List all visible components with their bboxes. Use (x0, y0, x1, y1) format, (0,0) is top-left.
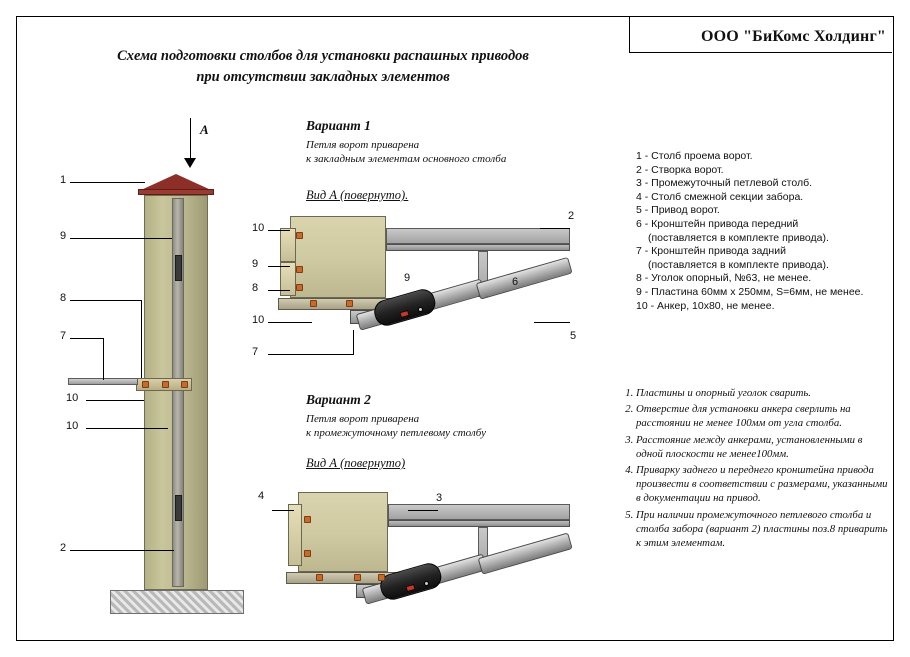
gate-post-section (290, 216, 386, 298)
anchor-bolt-icon (296, 284, 303, 291)
leader-line (268, 230, 290, 231)
ground-hatch (110, 590, 244, 614)
callout-v1-6: 6 (512, 276, 519, 288)
intermediate-hinge-post-section (298, 492, 388, 572)
anchor-bolt-icon (296, 266, 303, 273)
callout-10-lower: 10 (66, 420, 79, 432)
leader-line (70, 338, 104, 339)
legend-item: 5 - Привод ворот. (636, 204, 720, 217)
anchor-bolt-icon (304, 550, 311, 557)
variant-1-subtitle (306, 138, 596, 166)
anchor-bolt-icon (181, 381, 188, 388)
plate-left (288, 504, 302, 566)
fence-section-rail-edge (388, 520, 570, 527)
legend-item: 4 - Столб смежной секции забора. (636, 190, 804, 203)
leader-line (103, 338, 104, 380)
gate-leaf-rail (386, 228, 570, 244)
callout-v2-3: 3 (436, 492, 443, 504)
leader-line (272, 510, 294, 511)
callout-v1-7: 7 (252, 346, 259, 358)
variant-2-view-label: Вид А (повернуто) (306, 456, 406, 470)
variant-1-drawing (250, 206, 610, 366)
leader-line (86, 428, 168, 429)
page-title-line-1: Схема подготовки столбов для установки распашных приводов (117, 48, 529, 64)
anchor-bolt-icon (354, 574, 361, 581)
callout-10-upper: 10 (66, 392, 79, 404)
note-item: 2. Отверстие для установки анкера сверлить на расстоянии не менее 100мм от угла столба. (636, 402, 888, 430)
title-block-divider-horizontal (630, 52, 892, 53)
callout-v1-2: 2 (568, 210, 575, 222)
leader-line (70, 182, 145, 183)
callout-1: 1 (60, 174, 67, 186)
leader-line (268, 266, 290, 267)
legend-item-sub: (поставляется в комплекте привода). (648, 231, 829, 244)
anchor-bolt-icon (296, 232, 303, 239)
legend-item: 2 - Створка ворот. (636, 163, 724, 176)
view-direction-arrow-shaft (190, 118, 191, 162)
leader-line (70, 300, 142, 301)
page-title (38, 46, 608, 88)
anchor-bolt-icon (310, 300, 317, 307)
drive-arm-front (478, 532, 573, 574)
variant-1-subtitle-line-2: к закладным элементам основного столба (306, 153, 507, 165)
page-title-line-2: при отсутствии закладных элементов (196, 69, 450, 85)
view-direction-arrow-head (184, 158, 196, 168)
legend-item-sub: (поставляется в комплекте привода). (648, 258, 829, 271)
callout-v1-8: 8 (252, 282, 259, 294)
leader-line (86, 400, 144, 401)
legend-item: 3 - Промежуточный петлевой столб. (636, 177, 813, 190)
callout-v1-9-right: 9 (404, 272, 411, 284)
callout-v1-10-top: 10 (252, 222, 265, 234)
anchor-bolt-icon (304, 516, 311, 523)
leader-line (268, 322, 312, 323)
notes-list (620, 386, 888, 552)
variant-1-title: Вариант 1 (306, 118, 371, 133)
callout-7: 7 (60, 330, 67, 342)
anchor-bolt-icon (162, 381, 169, 388)
leader-line (70, 238, 172, 239)
motor-screw-icon (418, 307, 423, 312)
plate-left-upper (280, 228, 296, 262)
gate-hinge-lower (175, 495, 182, 521)
gate-leaf-rail-edge (386, 244, 570, 251)
legend-item: 8 - Уголок опорный, №63, не менее. (636, 272, 812, 285)
leader-line (141, 300, 142, 378)
note-item: 1. Пластины и опорный уголок сварить. (636, 386, 888, 400)
post-cap-icon (141, 174, 211, 190)
fence-section-rail (388, 504, 570, 520)
leader-line (534, 322, 570, 323)
leader-line (268, 290, 290, 291)
legend-item: 10 - Анкер, 10х80, не менее. (636, 299, 775, 312)
leader-line (70, 550, 174, 551)
variant-2-subtitle-line-2: к промежуточному петлевому столбу (306, 427, 487, 439)
legend-item: 1 - Столб проема ворот. (636, 150, 753, 162)
callout-2: 2 (60, 542, 67, 554)
view-direction-label: A (200, 122, 209, 137)
leader-line (353, 330, 354, 355)
leader-line (540, 228, 570, 229)
leader-line (268, 354, 354, 355)
variant-2-title: Вариант 2 (306, 392, 371, 407)
motor-screw-icon (424, 581, 429, 586)
callout-v1-10-bottom: 10 (252, 314, 265, 326)
note-item: 3. Расстояние между анкерами, установленными в одной плоскости не менее100мм. (636, 433, 888, 461)
company-name: ООО "БиКомс Холдинг" (700, 28, 886, 45)
legend-item: 9 - Пластина 60мм х 250мм, S=6мм, не менее. (636, 285, 864, 298)
note-item: 5. При наличии промежуточного петлевого столба и столба забора (вариант 2) пластины поз.8 приварить к этим элементам. (636, 508, 888, 551)
legend-item: 7 - Кронштейн привода задний (636, 245, 786, 258)
callout-v1-5: 5 (570, 330, 577, 342)
callout-9: 9 (60, 230, 67, 242)
leader-line (408, 510, 438, 511)
variant-1-view-label: Вид А (повернуто). (306, 188, 409, 202)
note-item: 4. Приварку заднего и переднего кронштейна привода произвести в соответствии с размерами, указанными в документации на привод. (636, 463, 888, 506)
anchor-bolt-icon (378, 574, 385, 581)
variant-2-subtitle (306, 412, 596, 440)
variant-2-subtitle-line-1: Петля ворот приварена (306, 413, 420, 425)
callout-v2-4: 4 (258, 490, 265, 502)
variant-2-drawing (250, 486, 610, 616)
legend-item: 6 - Кронштейн привода передний (636, 217, 799, 230)
anchor-bolt-icon (316, 574, 323, 581)
callout-v1-9: 9 (252, 258, 259, 270)
title-block-divider-vertical (629, 16, 630, 53)
gate-hinge-upper (175, 255, 182, 281)
anchor-bolt-icon (346, 300, 353, 307)
variant-1-subtitle-line-1: Петля ворот приварена (306, 139, 420, 151)
drive-arm-front (476, 257, 573, 300)
legend-list (636, 150, 886, 313)
anchor-bolt-icon (142, 381, 149, 388)
callout-8: 8 (60, 292, 67, 304)
